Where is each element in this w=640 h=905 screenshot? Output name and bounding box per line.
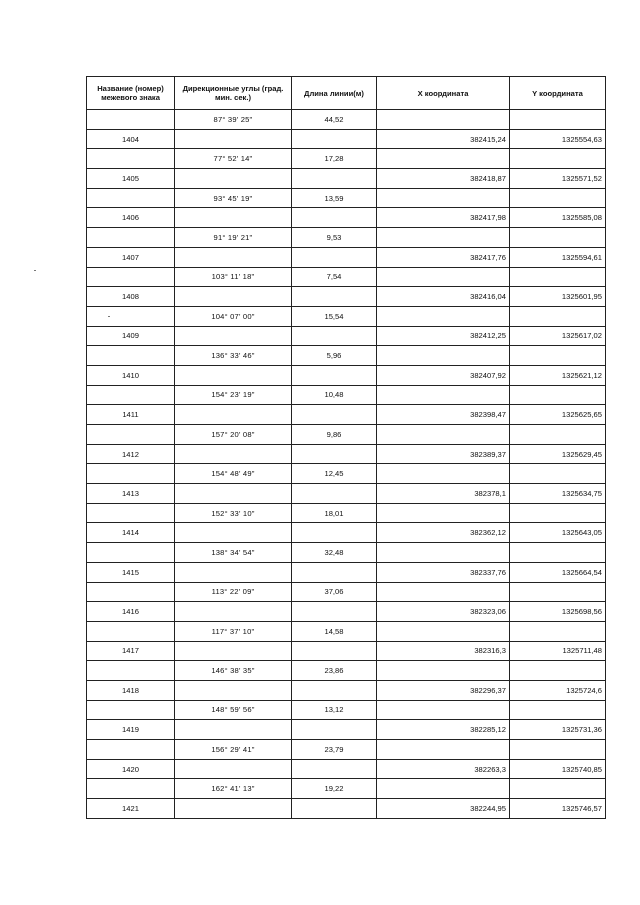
cell-y-coordinate bbox=[510, 779, 606, 799]
cell-y-coordinate bbox=[510, 385, 606, 405]
cell-x-coordinate bbox=[377, 661, 510, 681]
cell-x-coordinate bbox=[377, 346, 510, 366]
cell-x-coordinate: 382362,12 bbox=[377, 523, 510, 543]
cell-y-coordinate: 1325634,75 bbox=[510, 484, 606, 504]
cell-line-length bbox=[292, 562, 377, 582]
cell-x-coordinate: 382389,37 bbox=[377, 444, 510, 464]
cell-x-coordinate bbox=[377, 385, 510, 405]
cell-x-coordinate bbox=[377, 700, 510, 720]
table-row bbox=[87, 523, 606, 543]
cell-line-length bbox=[292, 720, 377, 740]
table-row bbox=[87, 405, 606, 425]
cell-line-length bbox=[292, 247, 377, 267]
cell-y-coordinate bbox=[510, 464, 606, 484]
cell-line-length bbox=[292, 484, 377, 504]
table-row bbox=[87, 543, 606, 563]
cell-mark-name: 1407 bbox=[87, 247, 175, 267]
cell-direction-angle bbox=[175, 365, 292, 385]
cell-direction-angle: 152° 33' 10" bbox=[175, 503, 292, 523]
table-body bbox=[87, 110, 606, 819]
cell-line-length bbox=[292, 523, 377, 543]
cell-x-coordinate bbox=[377, 740, 510, 760]
cell-mark-name: 1410 bbox=[87, 365, 175, 385]
cell-direction-angle bbox=[175, 405, 292, 425]
boundary-coordinates-table bbox=[86, 76, 606, 819]
cell-direction-angle bbox=[175, 129, 292, 149]
cell-line-length: 13,12 bbox=[292, 700, 377, 720]
cell-x-coordinate bbox=[377, 110, 510, 130]
cell-x-coordinate: 382296,37 bbox=[377, 680, 510, 700]
cell-direction-angle: 93° 45' 19" bbox=[175, 188, 292, 208]
table-row bbox=[87, 208, 606, 228]
cell-mark-name bbox=[87, 149, 175, 169]
cell-x-coordinate: 382416,04 bbox=[377, 287, 510, 307]
cell-line-length: 14,58 bbox=[292, 621, 377, 641]
cell-mark-name bbox=[87, 700, 175, 720]
cell-y-coordinate: 1325629,45 bbox=[510, 444, 606, 464]
cell-line-length: 13,59 bbox=[292, 188, 377, 208]
table-row bbox=[87, 306, 606, 326]
header-y-coordinate: Y координата bbox=[510, 77, 606, 110]
cell-mark-name: 1418 bbox=[87, 680, 175, 700]
cell-x-coordinate: 382337,76 bbox=[377, 562, 510, 582]
cell-direction-angle: 104° 07' 00" bbox=[175, 306, 292, 326]
cell-mark-name: 1408 bbox=[87, 287, 175, 307]
cell-y-coordinate: 1325625,65 bbox=[510, 405, 606, 425]
cell-y-coordinate: 1325746,57 bbox=[510, 799, 606, 819]
cell-y-coordinate bbox=[510, 700, 606, 720]
cell-line-length: 44,52 bbox=[292, 110, 377, 130]
cell-y-coordinate bbox=[510, 425, 606, 445]
table-row bbox=[87, 425, 606, 445]
cell-mark-name bbox=[87, 740, 175, 760]
table-row bbox=[87, 759, 606, 779]
cell-mark-name: 1406 bbox=[87, 208, 175, 228]
cell-y-coordinate bbox=[510, 149, 606, 169]
cell-direction-angle: 91° 19' 21" bbox=[175, 228, 292, 248]
cell-direction-angle bbox=[175, 562, 292, 582]
cell-x-coordinate: 382407,92 bbox=[377, 365, 510, 385]
cell-x-coordinate bbox=[377, 779, 510, 799]
cell-line-length bbox=[292, 287, 377, 307]
table-row bbox=[87, 720, 606, 740]
cell-direction-angle: 117° 37' 10" bbox=[175, 621, 292, 641]
cell-mark-name bbox=[87, 110, 175, 130]
cell-y-coordinate: 1325643,05 bbox=[510, 523, 606, 543]
cell-line-length: 9,86 bbox=[292, 425, 377, 445]
cell-line-length: 5,96 bbox=[292, 346, 377, 366]
table-row bbox=[87, 326, 606, 346]
scan-speck bbox=[108, 316, 110, 317]
cell-line-length: 37,06 bbox=[292, 582, 377, 602]
cell-line-length bbox=[292, 405, 377, 425]
cell-line-length bbox=[292, 759, 377, 779]
cell-direction-angle: 146° 38' 35" bbox=[175, 661, 292, 681]
cell-direction-angle: 148° 59' 56" bbox=[175, 700, 292, 720]
table-row bbox=[87, 169, 606, 189]
table-row bbox=[87, 740, 606, 760]
cell-direction-angle: 87° 39' 25" bbox=[175, 110, 292, 130]
cell-line-length: 17,28 bbox=[292, 149, 377, 169]
cell-y-coordinate: 1325585,08 bbox=[510, 208, 606, 228]
cell-y-coordinate bbox=[510, 582, 606, 602]
header-mark-name: Название (номер) межевого знака bbox=[87, 77, 175, 110]
cell-y-coordinate bbox=[510, 543, 606, 563]
cell-y-coordinate bbox=[510, 306, 606, 326]
cell-x-coordinate bbox=[377, 149, 510, 169]
table-row bbox=[87, 346, 606, 366]
cell-line-length: 23,79 bbox=[292, 740, 377, 760]
cell-y-coordinate: 1325554,63 bbox=[510, 129, 606, 149]
cell-direction-angle: 136° 33' 46" bbox=[175, 346, 292, 366]
table-header bbox=[87, 77, 606, 110]
cell-mark-name: 1420 bbox=[87, 759, 175, 779]
cell-line-length: 10,48 bbox=[292, 385, 377, 405]
cell-direction-angle: 154° 23' 19" bbox=[175, 385, 292, 405]
cell-line-length bbox=[292, 641, 377, 661]
cell-y-coordinate bbox=[510, 188, 606, 208]
cell-mark-name: 1409 bbox=[87, 326, 175, 346]
cell-x-coordinate: 382418,87 bbox=[377, 169, 510, 189]
cell-mark-name bbox=[87, 425, 175, 445]
cell-direction-angle bbox=[175, 169, 292, 189]
cell-line-length bbox=[292, 444, 377, 464]
cell-x-coordinate bbox=[377, 267, 510, 287]
cell-mark-name bbox=[87, 779, 175, 799]
table-row bbox=[87, 700, 606, 720]
header-line-length: Длина линии(м) bbox=[292, 77, 377, 110]
cell-direction-angle: 156° 29' 41" bbox=[175, 740, 292, 760]
cell-mark-name bbox=[87, 188, 175, 208]
cell-line-length bbox=[292, 326, 377, 346]
cell-line-length: 9,53 bbox=[292, 228, 377, 248]
cell-direction-angle bbox=[175, 759, 292, 779]
table-row bbox=[87, 582, 606, 602]
cell-mark-name: 1412 bbox=[87, 444, 175, 464]
table-row bbox=[87, 562, 606, 582]
table-row bbox=[87, 641, 606, 661]
table-row bbox=[87, 799, 606, 819]
cell-x-coordinate bbox=[377, 228, 510, 248]
cell-line-length bbox=[292, 365, 377, 385]
cell-y-coordinate: 1325594,61 bbox=[510, 247, 606, 267]
table-row bbox=[87, 503, 606, 523]
cell-mark-name: 1421 bbox=[87, 799, 175, 819]
cell-x-coordinate: 382398,47 bbox=[377, 405, 510, 425]
cell-y-coordinate bbox=[510, 621, 606, 641]
cell-mark-name: 1416 bbox=[87, 602, 175, 622]
cell-y-coordinate: 1325724,6 bbox=[510, 680, 606, 700]
cell-direction-angle: 138° 34' 54" bbox=[175, 543, 292, 563]
cell-y-coordinate bbox=[510, 110, 606, 130]
cell-y-coordinate: 1325664,54 bbox=[510, 562, 606, 582]
cell-y-coordinate: 1325601,95 bbox=[510, 287, 606, 307]
cell-direction-angle bbox=[175, 602, 292, 622]
cell-x-coordinate bbox=[377, 503, 510, 523]
cell-direction-angle: 157° 20' 08" bbox=[175, 425, 292, 445]
table-row bbox=[87, 267, 606, 287]
table-row bbox=[87, 247, 606, 267]
table-row bbox=[87, 661, 606, 681]
table-row bbox=[87, 621, 606, 641]
cell-direction-angle bbox=[175, 247, 292, 267]
cell-mark-name: 1411 bbox=[87, 405, 175, 425]
cell-y-coordinate bbox=[510, 503, 606, 523]
cell-x-coordinate: 382316,3 bbox=[377, 641, 510, 661]
cell-x-coordinate: 382417,76 bbox=[377, 247, 510, 267]
cell-mark-name: 1413 bbox=[87, 484, 175, 504]
header-x-coordinate: X координата bbox=[377, 77, 510, 110]
cell-mark-name: 1417 bbox=[87, 641, 175, 661]
cell-y-coordinate: 1325698,56 bbox=[510, 602, 606, 622]
cell-mark-name: 1405 bbox=[87, 169, 175, 189]
cell-y-coordinate: 1325571,52 bbox=[510, 169, 606, 189]
cell-line-length bbox=[292, 602, 377, 622]
table-row bbox=[87, 129, 606, 149]
cell-x-coordinate: 382412,25 bbox=[377, 326, 510, 346]
cell-x-coordinate: 382263,3 bbox=[377, 759, 510, 779]
cell-line-length: 23,86 bbox=[292, 661, 377, 681]
table-row bbox=[87, 228, 606, 248]
cell-direction-angle bbox=[175, 444, 292, 464]
cell-x-coordinate bbox=[377, 543, 510, 563]
cell-x-coordinate: 382323,06 bbox=[377, 602, 510, 622]
cell-mark-name bbox=[87, 661, 175, 681]
table-row bbox=[87, 287, 606, 307]
table-row bbox=[87, 602, 606, 622]
cell-line-length bbox=[292, 680, 377, 700]
cell-y-coordinate: 1325621,12 bbox=[510, 365, 606, 385]
header-direction-angle: Дирекционные углы (град. мин. сек.) bbox=[175, 77, 292, 110]
cell-y-coordinate bbox=[510, 267, 606, 287]
cell-mark-name bbox=[87, 346, 175, 366]
cell-direction-angle bbox=[175, 641, 292, 661]
cell-line-length: 15,54 bbox=[292, 306, 377, 326]
cell-mark-name: 1415 bbox=[87, 562, 175, 582]
cell-x-coordinate: 382415,24 bbox=[377, 129, 510, 149]
cell-mark-name bbox=[87, 464, 175, 484]
table-row bbox=[87, 188, 606, 208]
cell-mark-name bbox=[87, 543, 175, 563]
table-row bbox=[87, 385, 606, 405]
cell-direction-angle: 154° 48' 49" bbox=[175, 464, 292, 484]
cell-x-coordinate bbox=[377, 306, 510, 326]
cell-direction-angle: 103° 11' 18" bbox=[175, 267, 292, 287]
cell-mark-name bbox=[87, 267, 175, 287]
cell-y-coordinate bbox=[510, 346, 606, 366]
cell-x-coordinate bbox=[377, 621, 510, 641]
cell-mark-name bbox=[87, 306, 175, 326]
cell-x-coordinate bbox=[377, 464, 510, 484]
cell-mark-name: 1419 bbox=[87, 720, 175, 740]
table-row bbox=[87, 680, 606, 700]
table-row bbox=[87, 444, 606, 464]
cell-mark-name: 1404 bbox=[87, 129, 175, 149]
cell-x-coordinate: 382378,1 bbox=[377, 484, 510, 504]
cell-x-coordinate bbox=[377, 425, 510, 445]
cell-line-length: 7,54 bbox=[292, 267, 377, 287]
cell-mark-name bbox=[87, 621, 175, 641]
table-row bbox=[87, 149, 606, 169]
cell-y-coordinate bbox=[510, 661, 606, 681]
cell-y-coordinate: 1325740,85 bbox=[510, 759, 606, 779]
cell-x-coordinate: 382244,95 bbox=[377, 799, 510, 819]
cell-direction-angle: 162° 41' 13" bbox=[175, 779, 292, 799]
cell-direction-angle bbox=[175, 484, 292, 504]
cell-direction-angle bbox=[175, 523, 292, 543]
cell-x-coordinate: 382417,98 bbox=[377, 208, 510, 228]
cell-direction-angle: 77° 52' 14" bbox=[175, 149, 292, 169]
cell-direction-angle bbox=[175, 799, 292, 819]
cell-mark-name bbox=[87, 228, 175, 248]
cell-y-coordinate bbox=[510, 740, 606, 760]
cell-mark-name bbox=[87, 503, 175, 523]
cell-y-coordinate: 1325617,02 bbox=[510, 326, 606, 346]
scan-speck bbox=[34, 270, 36, 271]
cell-x-coordinate bbox=[377, 188, 510, 208]
cell-direction-angle bbox=[175, 287, 292, 307]
table-row bbox=[87, 464, 606, 484]
cell-line-length bbox=[292, 169, 377, 189]
table-row bbox=[87, 484, 606, 504]
cell-x-coordinate: 382285,12 bbox=[377, 720, 510, 740]
cell-line-length bbox=[292, 208, 377, 228]
cell-y-coordinate: 1325711,48 bbox=[510, 641, 606, 661]
cell-line-length: 12,45 bbox=[292, 464, 377, 484]
cell-y-coordinate bbox=[510, 228, 606, 248]
cell-direction-angle bbox=[175, 680, 292, 700]
table-row bbox=[87, 779, 606, 799]
cell-line-length: 32,48 bbox=[292, 543, 377, 563]
cell-line-length: 19,22 bbox=[292, 779, 377, 799]
cell-direction-angle bbox=[175, 208, 292, 228]
cell-line-length bbox=[292, 129, 377, 149]
cell-mark-name bbox=[87, 385, 175, 405]
cell-direction-angle: 113° 22' 09" bbox=[175, 582, 292, 602]
cell-x-coordinate bbox=[377, 582, 510, 602]
cell-y-coordinate: 1325731,36 bbox=[510, 720, 606, 740]
cell-line-length bbox=[292, 799, 377, 819]
cell-direction-angle bbox=[175, 326, 292, 346]
cell-mark-name bbox=[87, 582, 175, 602]
table-row bbox=[87, 365, 606, 385]
table-row bbox=[87, 110, 606, 130]
cell-line-length: 18,01 bbox=[292, 503, 377, 523]
header-row bbox=[87, 77, 606, 110]
cell-mark-name: 1414 bbox=[87, 523, 175, 543]
cell-direction-angle bbox=[175, 720, 292, 740]
